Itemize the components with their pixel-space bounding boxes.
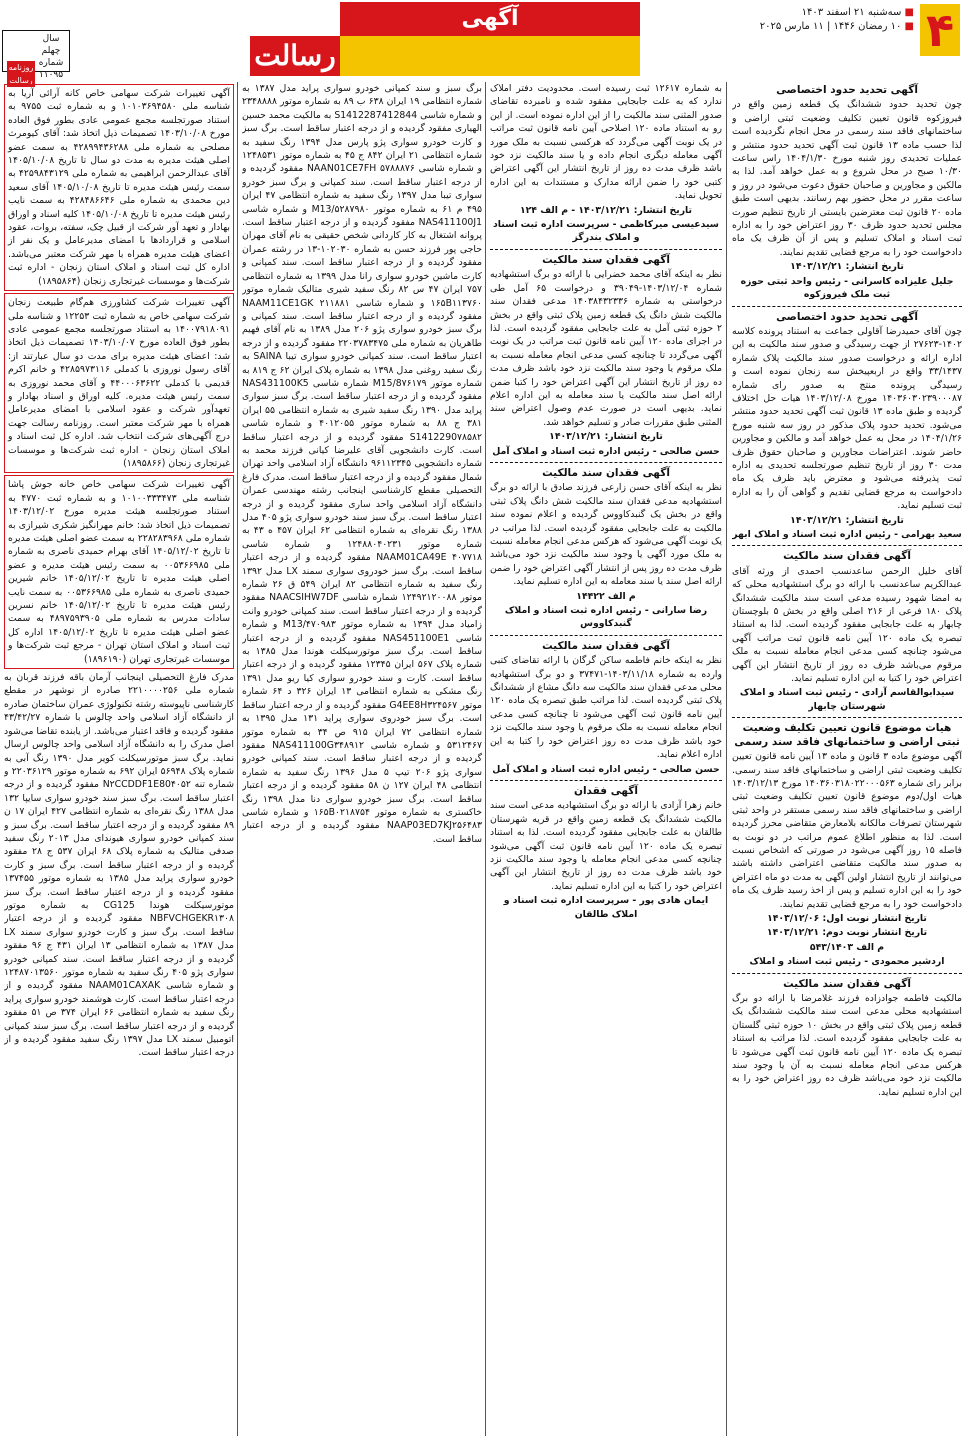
column-rule <box>726 82 727 1436</box>
ad-body: آگهی تغییرات شرکت سهامی خاص خانه جوش پاشا شناسه ملی ۱۰۱۰۰۳۳۳۴۷۳ و به شماره ثبت ۴۷۷۰ به استناد صورتجلسه هیئت مدیره مورخ ۱۴۰۳/۱۲/۰۲ تصمیمات ذیل اتخاذ شد: خانم مهرانگیز شکری شیرازی به شماره ملی ۲۲۸۲۸۳۹۶۸ به سمت عضو اصلی هیئت مدیره تا تاریخ ۱۴۰۵/۱۲/۰۲ آقای بهرام حمیدی ناصری به شماره ملی ۰۰۵۳۶۶۹۸۵ به سمت رئیس هیئت مدیره و عضو اصلی هیئت مدیره تا تاریخ ۱۴۰۵/۱۲/۰۲ خانم شیرین حمیدی ناصری به شماره ملی ۰۰۵۳۶۶۹۸۵ به سمت نایب رئیس هیئت مدیره تا تاریخ ۱۴۰۵/۱۲/۰۲ خانم نسرین سادات مدرس به شماره ملی ۴۸۹۷۵۹۳۹۰۵ به سمت عضو اصلی هیئت مدیره تا تاریخ ۱۴۰۵/۱۲/۰۲ اداره کل ثبت اسناد و املاک استان تهران - مرجع ثبت شرکت‌ها و موسسات غیرتجاری تهران (۱۸۹۶۱۹۰) <box>8 479 231 665</box>
ad-signature: ایمان هادی پور - سرپرست اداره ثبت اسناد و املاک طالقان <box>503 895 709 920</box>
ad-title: آگهی تحدید حدود اختصاصی <box>776 310 918 323</box>
ad-title: آگهی فقدان <box>574 784 638 797</box>
ad-date: تاریخ انتشار نوبت اول: ۱۴۰۳/۱۲/۰۶ <box>767 912 927 924</box>
issue-number: شماره ۱۱۰۹۵ <box>38 58 64 80</box>
divider <box>732 306 962 307</box>
ad-signature: سعید بهرامی - رئیس اداره ثبت اسناد و املاک ابهر <box>732 529 962 540</box>
ad-date: تاریخ انتشار: ۱۴۰۳/۱۲/۲۱ <box>790 514 904 526</box>
divider <box>732 545 962 546</box>
ad-body: نظر به اینکه خانم فاطمه ساکن گرگان با ارائه تقاضای کتبی وارده به شماره ۱۴۰۳/۱۱/۱۸-۳۷۴۷۱ و دو برگ استشهادیه محلی مدعی فقدان سند مالکیت سه دانگ مشاع از ششدانگ پلاک ثبتی گردیده است. لذا مراتب طبق تبصره یک ماده ۱۲۰ آیین نامه قانون ثبت آگهی می‌شود تا چنانچه کسی مدعی انجام معامله نسبت به ملک مرقوم یا وجود سند مالکیت نزد خود باشد ظرف مدت ده روز اعتراض خود را کتبا به این اداره اعلام نماید. <box>490 655 722 761</box>
page-number: ۴ <box>920 4 960 56</box>
company-notice <box>4 475 234 669</box>
ad-signature: حسن صالحی - رئیس اداره ثبت اسناد و املاک آمل <box>492 763 720 775</box>
paper-logo: رسالت <box>250 36 340 76</box>
ad-title: آگهی فقدان سند مالکیت <box>542 466 670 479</box>
divider <box>490 635 722 636</box>
ad-body: آگهی تغییرات شرکت سهامی خاص کانه آرائی آریا به شناسه ملی ۱۰۱۰۳۶۹۴۵۸۰ و به شماره ثبت ۹۷۵۵ به استناد صورتجلسه مجمع عمومی عادی بطور فوق العاده مورخ ۱۴۰۳/۱۰/۰۸ تصمیمات ذیل اتخاذ شد: آقای کیومرث مصلحی به شماره ملی ۴۲۸۹۹۴۳۶۲۸۸ به سمت عضو اصلی هیئت مدیره به مدت دو سال تا تاریخ ۱۴۰۵/۱۰/۰۸ آقای عبدالرحمن ابراهیمی به شماره ملی ۴۲۵۹۸۴۳۱۲۹ به سمت رئیس هیئت مدیره تا تاریخ ۱۴۰۵/۱۰/۰۸ آقای سعید دین محمدی به شماره ملی ۴۲۸۴۸۶۶۴۶ به سمت نایب رئیس هیئت مدیره تا تاریخ ۱۴۰۵/۱۰/۰۸ کلیه اسناد و اوراق بهادار و تعهد آور شرکت از قبیل چک، سفته، بروات، عقود اسلامی و قراردادها با امضای مدیرعامل و یک نفر از اعضای هیئت مدیره همراه با مهر شرکت معتبر می‌باشد. اداره کل ثبت اسناد و املاک استان زنجان - اداره ثبت شرکت‌ها و موسسات غیرتجاری زنجان (۱۸۹۵۸۶۴) <box>8 88 231 287</box>
date-persian: سه‌شنبه ۲۱ اسفند ۱۴۰۳ <box>801 7 902 18</box>
divider <box>490 780 722 781</box>
ad-signature: حسن صالحی - رئیس اداره ثبت اسناد و املاک آمل <box>492 445 720 457</box>
small-logo: روزنامه رسالت <box>8 63 34 85</box>
ad-code: م الف ۱۴۴۲۲ <box>576 590 636 602</box>
ad-signature: سیدابوالقاسم آزادی - رئیس ثبت اسناد و املاک شهرستان چابهار <box>739 687 955 712</box>
ad-body: مالکیت فاطمه جوادزاده فرزند غلامرضا با ارائه دو برگ استشهادیه محلی مدعی است سند مالکیت ششدانگ یک قطعه زمین پلاک ثبتی واقع در بخش ۱۰ حوزه ثبتی گلستان به علت جابجایی مفقود گردیده است. لذا مراتب به استناد تبصره یک ماده ۱۲۰ آیین نامه قانون ثبت آگهی می‌شود تا هرکس مدعی انجام معامله نسبت به آن یا وجود سند مالکیت نزد خود می‌باشد ظرف ده روز اعتراض خود را به این اداره تسلیم نماید. <box>732 993 962 1098</box>
ad-body: خانم زهرا آزادی با ارائه دو برگ استشهادیه مدعی است سند مالکیت ششدانگ یک قطعه زمین واقع در قریه شهرستان طالقان به علت جابجایی مفقود گردیده است. لذا به استناد تبصره یک ماده ۱۲۰ آیین نامه قانون ثبت آگهی می‌شود چنانچه کسی مدعی انجام معامله یا وجود سند مالکیت نزد خود باشد ظرف مدت ده روز از تاریخ انتشار این آگهی اعتراض خود را کتبا به این اداره تسلیم نماید. <box>490 800 722 892</box>
ad-date: تاریخ انتشار: ۱۴۰۳/۱۲/۲۱ - م الف ۱۲۴ <box>519 204 693 216</box>
masthead <box>0 0 966 85</box>
ad-title: آگهی فقدان سند مالکیت <box>542 639 670 652</box>
ad-body: نظر به اینکه آقای حسن زارعی فرزند صادق با ارائه دو برگ استشهادیه مدعی فقدان سند مالکیت شش دانگ پلاک ثبتی واقع در بخش یک گنبدکاووس گردیده و اعلام نموده سند مالکیت به علت جابجایی مفقود گردیده است. لذا مراتب در یک نوبت آگهی می‌شود که هرکس مدعی انجام معامله نسبت به ملک مورد آگهی یا وجود سند مالکیت نزد خود می‌باشد ظرف مدت ده روز پس از انتشار آگهی اعتراض خود را ضمن ارائه اصل سند یا سند معامله به این اداره تسلیم نماید. <box>490 482 722 588</box>
ad-signature: اردشیر محمودی - رئیس ثبت اسناد و املاک <box>749 956 945 968</box>
column-4 <box>4 82 234 1436</box>
divider <box>490 249 722 250</box>
ad-body: چون تحدید حدود ششدانگ یک قطعه زمین واقع در فیروزکوه قانون تعیین تکلیف وضعیت ثبتی اراضی و ساختمانهای فاقد سند رسمی در محل انجام نگردیده است لذا حسب ماده ۱۳ قانون ثبت آگهی تحدید حدود منتشر و عملیات تحدیدی روز شنبه مورخ ۱۴۰۴/۱/۳۰ راس ساعت ۱۰/۳۰ صبح در محل شروع و به عمل خواهد آمد. لذا به مالکین و مجاورین و صاحبان حقوق دعوت می‌شود در روز و ساعت مقرر در محل حضور بهم رسانند. بدیهی است طبق ماده ۲۰ قانون ثبت معترضین بایستی از تاریخ تنظیم صورت مجلس تحدید حدود ظرف ۳۰ روز اعتراض خود را به اداره ثبت اسناد و املاک تسلیم و پس از آن ظرف یک ماه دادخواست خود را به مرجع قضایی تقدیم نمایند. <box>732 99 962 258</box>
ad-date: تاریخ انتشار: ۱۴۰۳/۱۲/۲۱ <box>549 431 663 443</box>
ad-body: چون آقای حمیدرضا آقاولی جماعت به استناد پرونده کلاسه ۱۴۰۲-۲۷۶۲۳ از جهت رسیدگی و صدور سند مالکیت به این اداره ارائه و درخواست صدور سند مالکیت پلاک شماره ۳۳/۱۴۳۷ واقع در اربعپیخش سه زنجان نموده است و رسیدگی پرونده منتج به صدور رای شماره ۱۴۰۳۶۰۳۰۲۳۹۰۰۰۸۷ مورخ ۱۴۰۳/۱۲/۰۸ هیات حل اختلاف گردیده و طبق ماده ۱۳ قانون ثبت آگهی تحدید حدود منتشر می‌شود. تحدید حدود پلاک مذکور در روز سه شنبه مورخ ۱۴۰۴/۱/۲۶ در محل به عمل خواهد آمد و مالکین و مجاورین حاضر شوند. اعتراضات مجاورین و صاحبان حقوق ظرف مدت ۳۰ روز از تاریخ تنظیم صورتجلسه تحدیدی به اداره ثبت پذیرفته می‌شود و معترض باید ظرف یک ماه دادخواست به مرجع قضایی تقدیم و گواهی آن را به اداره ثبت تسلیم نماید. <box>732 325 962 512</box>
ad-title: آگهی تحدید حدود اختصاصی <box>776 84 918 96</box>
issue-info <box>2 30 70 85</box>
company-notice <box>4 293 234 473</box>
ad-signature: رضا سارانی - رئیس اداره ثبت اسناد و املاک گنبدکاووس <box>504 605 708 630</box>
ad-date: تاریخ انتشار نوبت دوم: ۱۴۰۳/۱۲/۲۱ <box>766 927 928 939</box>
column-rule <box>237 82 238 1436</box>
date-block: ■ سه‌شنبه ۲۱ اسفند ۱۴۰۳ ■ ۱۰ رمضان ۱۴۴۶ | ۱۱ مارس ۲۰۲۵ <box>759 7 914 32</box>
ad-body: آقای خلیل الرحمن ساعدنسب احمدی از ورثه آقای عبدالکریم ساعدنسب با ارائه دو برگ استشهادیه محلی که به امضا شهود رسیده مدعی است سند مالکیت ششدانگ پلاک ۱۸۰ فرعی از ۲۱۶ اصلی واقع در بخش ۵ بلوچستان چابهار به علت جابجایی مفقود گردیده است. لذا به استناد تبصره یک ماده ۱۲۰ آیین نامه قانون ثبت مراتب آگهی می‌شود چنانچه کسی مدعی انجام معامله نسبت به ملک مرقوم می‌باشد ظرف ده روز از تاریخ انتشار این آگهی اعتراض خود را کتبا به این اداره تسلیم نماید. <box>732 565 962 685</box>
issue-year: سال چهلم <box>41 34 61 56</box>
divider <box>490 462 722 463</box>
ad-columns <box>4 82 962 1436</box>
ad-signature: سیدعیسی میرکاظمی - سرپرست اداره ثبت اسناد و املاک بندرگز <box>493 219 719 244</box>
column-2 <box>490 82 722 1436</box>
lost-document-notices: مدرک فارغ التحصیلی اینجانب آرمان باقه فرزند قربان به شماره ملی ۲۲۱۰۰۰۰۲۵۶ صادره از نوشهر در مقطع کارشناسی ناپیوسته رشته تکنولوژی عمران ساختمان صادره از دانشگاه آزاد اسلامی واحد چالوس با شماره ۴۳/۴۲/۲۷ مفقود گردیده و فاقد اعتبار می‌باشد. از یابنده تقاضا می‌شود اصل مدرک را به دانشگاه آزاد اسلامی واحد چالوس ارسال نماید. برگ سبز موتورسیکلت کویر مدل ۱۳۹۰ رنگ آبی به شماره پلاک ۵۶۹۴۸ ایران ۶۹۲ به شماره موتور ۲۲۰۳۶۱۲۹ و شماره تنه N۲CCDDF1E80۴۰۵۲ مفقود گردیده و از درجه اعتبار ساقط است. برگ سبز سند خودرو سواری سایپا ۱۳۲ مدل ۱۳۸۸ رنگ نقره‌ای به شماره انتظامی ۴۲۷ ایران ۱۷ ن ۸۹ مفقود گردیده و از درجه اعتبار ساقط است. برگ سبز و سند کمپانی خودرو سواری هیوندای مدل ۲۰۱۳ رنگ سفید صدفی متالیک به شماره پلاک ۶۸ ایران ۵۳۷ ج ۲۸ مفقود گردیده و از درجه اعتبار ساقط است. برگ سبز و کارت خودرو سواری پراید مدل ۱۳۸۵ به شماره موتور ۱۳۷۴۵۵ مفقود گردیده و از درجه اعتبار ساقط است. برگ سبز موتورسیکلت هوندا CG125 به شماره موتور NBFVCHGEKR۱۳۰۸ مفقود گردیده و از درجه اعتبار ساقط است. برگ سبز و کارت خودرو سواری سمند LX مدل ۱۳۸۷ به شماره انتظامی ۱۳ ایران ۴۳۱ ج ۹۶ مفقود گردیده و از درجه اعتبار ساقط است. سند کمپانی خودرو سواری پژو ۴۰۵ رنگ سفید به شماره موتور ۱۲۴۸۷۰۱۳۵۶۰ و شماره شاسی NAAM01CAXAK مفقود گردیده و از درجه اعتبار ساقط است. کارت هوشمند خودرو سواری پراید رنگ سفید به شماره انتظامی ۶۶ ایران ۳۷۴ ص ۵۱ مفقود گردیده و از درجه اعتبار ساقط است. برگ سبز سند کمپانی اتومبیل سمند LX مدل ۱۳۹۷ رنگ سفید مفقود گردیده و از درجه اعتبار ساقط است. <box>4 672 234 1059</box>
ad-body: آگهی موضوع ماده ۳ قانون و ماده ۱۳ آیین نامه قانون تعیین تکلیف وضعیت ثبتی اراضی و ساختمانهای فاقد سند رسمی. برابر رای شماره ۱۴۰۳۶۰۳۱۸۰۲۲۰۰۰۵۶۳ مورخ ۱۴۰۳/۱۲/۱۳ هیات اول/دوم موضوع قانون تعیین تکلیف وضعیت ثبتی اراضی و ساختمانهای فاقد سند رسمی مستقر در واحد ثبتی شهرستان تصرفات مالکانه بلامعارض متقاضی محرز گردیده است. لذا به منظور اطلاع عموم مراتب در دو نوبت به فاصله ۱۵ روز آگهی می‌شود در صورتی که اشخاص نسبت به صدور سند مالکیت متقاضی اعتراضی داشته باشند می‌توانند از تاریخ انتشار اولین آگهی به مدت دو ماه اعتراض خود را به این اداره تسلیم و پس از اخذ رسید ظرف یک ماه دادخواست خود را به مرجع قضایی تقدیم نمایند. <box>732 751 962 910</box>
date-hijri-gregorian: ۱۰ رمضان ۱۴۴۶ | ۱۱ مارس ۲۰۲۵ <box>759 21 902 32</box>
ad-date: تاریخ انتشار: ۱۴۰۳/۱۲/۲۱ <box>790 261 904 273</box>
ad-title: آگهی فقدان سند مالکیت <box>783 550 911 563</box>
logo-strip <box>340 36 640 76</box>
ad-body: آگهی تغییرات شرکت کشاورزی هم‌گام طبیعت زنجان شرکت سهامی خاص به شماره ثبت ۱۲۲۵۳ و شناسه ملی ۱۴۰۰۷۹۱۸۰۹۱ به استناد صورتجلسه مجمع عمومی عادی بطور فوق العاده مورخ ۱۴۰۳/۱۰/۰۷ تصمیمات ذیل اتخاذ شد: اعضای هیئت مدیره برای مدت دو سال عبارتند از: آقای رسول نوروزی با کدملی ۴۲۸۵۹۷۳۱۱۶ و خانم اکرم قدیمی با کدملی ۴۴۰۰۰۶۳۶۲۲ و آقای محمد نوروزی به سمت رئیس هیئت مدیره. کلیه اوراق و اسناد بهادار و تعهدآور شرکت و عقود اسلامی با امضای مدیرعامل همراه با مهر شرکت معتبر است. روزنامه رسالت جهت درج آگهی‌های شرکت انتخاب شد. اداره کل ثبت اسناد و املاک استان زنجان - اداره ثبت شرکت‌ها و موسسات غیرتجاری زنجان (۱۸۹۵۸۶۶) <box>8 297 230 469</box>
ad-title: هیات موضوع قانون تعیین تکلیف وضعیت ثبتی اراضی و ساختمانهای فاقد سند رسمی <box>734 722 960 748</box>
ad-code: م الف ۵۴۳/۱۴۰۳ <box>809 941 885 953</box>
column-3 <box>242 82 482 1436</box>
ad-body: نظر به اینکه آقای محمد خضرایی با ارائه دو برگ استشهادیه شماره ۱۴۰۳/۱۲/۰۴-۳۹۰۴۹ و درخواست ۶۵ آمل طی درخواستی به شماره ۱۴۰۳۸۴۳۲۳۳۶ مدعی فقدان سند مالکیت شش دانگ یک قطعه زمین پلاک ثبتی واقع در بخش ۲ حوزه ثبتی آمل به علت جابجایی مفقود گردیده است. لذا در اجرای ماده ۱۲۰ آیین نامه قانون ثبت مراتب در یک نوبت آگهی می‌گردد تا چنانچه کسی مدعی انجام معامله نسبت به ملک مرقوم یا وجود سند مالکیت نزد خود باشد ظرف مدت ده روز از تاریخ انتشار این آگهی اعتراض خود را کتبا ضمن ارائه اصل سند مالکیت یا سند معامله به این اداره اعلام نماید. بدیهی است در صورت عدم وصول اعتراض سند المثنی طبق مقررات صادر و تسلیم خواهد شد. <box>490 269 722 428</box>
column-rule <box>485 82 486 1436</box>
ad-body: به شماره ۱۲۶۱۷ ثبت رسیده است. محدودیت دفتر املاک ندارد که به علت جابجایی مفقود شده و نامبرده تقاضای صدور المثنی سند مالکیت را از این اداره نموده است. از این رو به استناد ماده ۱۲۰ اصلاحی آیین نامه قانون ثبت مراتب در یک نوبت آگهی می‌گردد که هرکسی نسبت به ملک مورد آگهی معامله دیگری انجام داده و یا سند مالکیت نزد خود باشد ظرف مدت ده روز از تاریخ انتشار این آگهی اعتراض کتبی خود را ضمن ارائه مدارک و مستندات به این اداره تحویل نماید. <box>490 83 722 202</box>
divider <box>732 717 962 718</box>
section-title: آگهی <box>340 2 640 36</box>
divider <box>732 973 962 974</box>
ad-title: آگهی فقدان سند مالکیت <box>783 977 911 990</box>
column-1 <box>732 82 962 1436</box>
ad-title: آگهی فقدان سند مالکیت <box>542 253 670 266</box>
classified-notices: برگ سبز و سند کمپانی خودرو سواری پراید مدل ۱۳۸۷ به شماره انتظامی ۱۹ ایران ۶۳۸ ب ۸۹ به شماره موتور ۲۳۴۸۸۸۸ و شماره شاسی S1412287412844 به مالکیت محمد حسین الهیاری مفقود گردیده و از درجه اعتبار ساقط است. برگ سبز و کارت خودرو سواری پژو پارس مدل ۱۳۹۴ رنگ سفید به شماره انتظامی ۲۱ ایران ۸۴۲ ج ۴۵ به شماره موتور ۱۲۴۸۵۳۱ و شماره شاسی NAAN01CE7FH ۵۷۸۸۸۷۶ مفقود گردیده و از درجه اعتبار ساقط است. سند کمپانی و برگ سبز خودرو سواری تیبا مدل ۱۳۹۷ رنگ سفید به شماره انتظامی ۴۷ ایران ۴۹۵ م ۶۱ به شماره موتور M13/۵۲۸۷۹۸۰ و شماره شاسی NAS411100J1 مفقود گردیده و از درجه اعتبار ساقط است. پروانه اشتغال به کار کاردانی شخص حقیقی به نام آقای مهران حاجی پور فرزند حسن به شماره ۱۰۲۰۳۰-۱۳ در رشته عمران مفقود گردیده و از درجه اعتبار ساقط است. سند کمپانی و کارت ماشین خودرو سواری رانا مدل ۱۳۹۹ به شماره انتظامی ۷۵۷ ایران ۴۷ س ۸۲ رنگ سفید شیری متالیک شماره موتور ۱۶۵B۱۱۳۷۶۰ و شماره شاسی NAAM11CE1GK ۲۱۱۸۸۱ مفقود گردیده و از درجه اعتبار ساقط است. سند کمپانی و برگ سبز خودرو سواری پژو ۲۰۶ مدل ۱۳۸۹ به نام آقای فهیم طاهریان به شماره ملی ۲۲۰۳۷۸۳۴۷۵ مفقود گردیده و از درجه اعتبار ساقط است. سند کمپانی خودرو سواری تیبا SAINA به رنگ سفید روغنی مدل ۱۳۹۸ به شماره پلاک ایران ۶۲ ج ۸۱۹ به شماره موتور M15/8۷۶۱۷۹ شماره شاسی NAS431100K5 مفقود گردیده و از درجه اعتبار ساقط است. برگ سبز سواری پراید مدل ۱۳۹۰ رنگ سفید شیری به شماره انتظامی ۵۵ ایران ۳۸۱ ج ۸۸ به شماره موتور ۴۰۱۲۰۵۵ و شماره شاسی S1412290۷۸۵۸۲ مفقود گردیده و از درجه اعتبار ساقط است. کارت دانشجویی آقای علیرضا کیانی فرزند محمد به شماره دانشجویی ۹۶۱۱۲۳۴۵ دانشگاه آزاد اسلامی واحد تهران شمال مفقود گردیده و از درجه اعتبار ساقط است. مدرک فارغ التحصیلی مقطع کارشناسی اینجانب رشته مهندسی عمران دانشگاه آزاد اسلامی واحد ساری مفقود گردیده و از درجه اعتبار ساقط است. برگ سبز سند خودرو سواری پژو ۴۰۵ مدل ۱۳۸۸ رنگ نقره‌ای به شماره انتظامی ۶۲ ایران ۴۵۷ ه ۴۳ به شماره موتور ۱۲۴۸۸۰۴۰۲۳۱ و شماره شاسی NAAM01CA49E ۴۰۷۷۱۸ مفقود گردیده و از درجه اعتبار ساقط است. برگ سبز خودروی سواری سمند LX مدل ۱۳۹۲ رنگ سفید به شماره انتظامی ۸۲ ایران ۵۴۹ ق ۲۶ شماره موتور ۱۲۴۹۲۱۲۰۰۸۸ شماره شاسی NAACSIHW7DF مفقود گردیده و از درجه اعتبار ساقط است. سند کمپانی خودرو وانت زامیاد مدل ۱۳۹۴ به شماره موتور M13/۴۷۰۹۸۳ و شماره شاسی NAS451100E1 مفقود گردیده و از درجه اعتبار ساقط است. برگ سبز موتورسیکلت هوندا مدل ۱۳۸۵ به شماره پلاک ۵۶۷ ایران ۱۲۳۴۵ مفقود گردیده و از درجه اعتبار ساقط است. کارت و سند خودرو سواری کیا ریو مدل ۱۳۹۱ رنگ مشکی به شماره انتظامی ۱۳ ایران ۳۲۶ د ۶۴ شماره موتور G4EE8H۳۲۴۵۶۷ مفقود گردیده و از درجه اعتبار ساقط است. برگ سبز خودروی سواری پراید ۱۳۱ مدل ۱۳۹۵ به شماره انتظامی ۷۲ ایران ۹۱۵ ص ۳۴ به شماره موتور ۵۳۱۲۴۶۷ و شماره شاسی NAS411100G۳۴۸۹۱۲ مفقود گردیده و از درجه اعتبار ساقط است. سند کمپانی خودرو سواری پژو ۲۰۶ تیپ ۵ مدل ۱۳۹۶ رنگ سفید به شماره انتظامی ۴۸ ایران ۱۲۷ ن ۵۸ مفقود گردیده و از درجه اعتبار ساقط است. برگ سبز خودرو سواری دنا مدل ۱۳۹۸ رنگ خاکستری به شماره موتور ۱۶۵B۰۲۱۸۷۵۴ و شماره شاسی NAAP03ED7KJ۲۵۶۴۸۳ مفقود گردیده و از درجه اعتبار ساقط است. <box>242 83 482 845</box>
ad-signature: جلیل علیزاده کاسرانی - رئیس واحد ثبتی حوزه ثبت ملک فیروزکوه <box>740 275 954 301</box>
company-notice <box>4 84 234 291</box>
